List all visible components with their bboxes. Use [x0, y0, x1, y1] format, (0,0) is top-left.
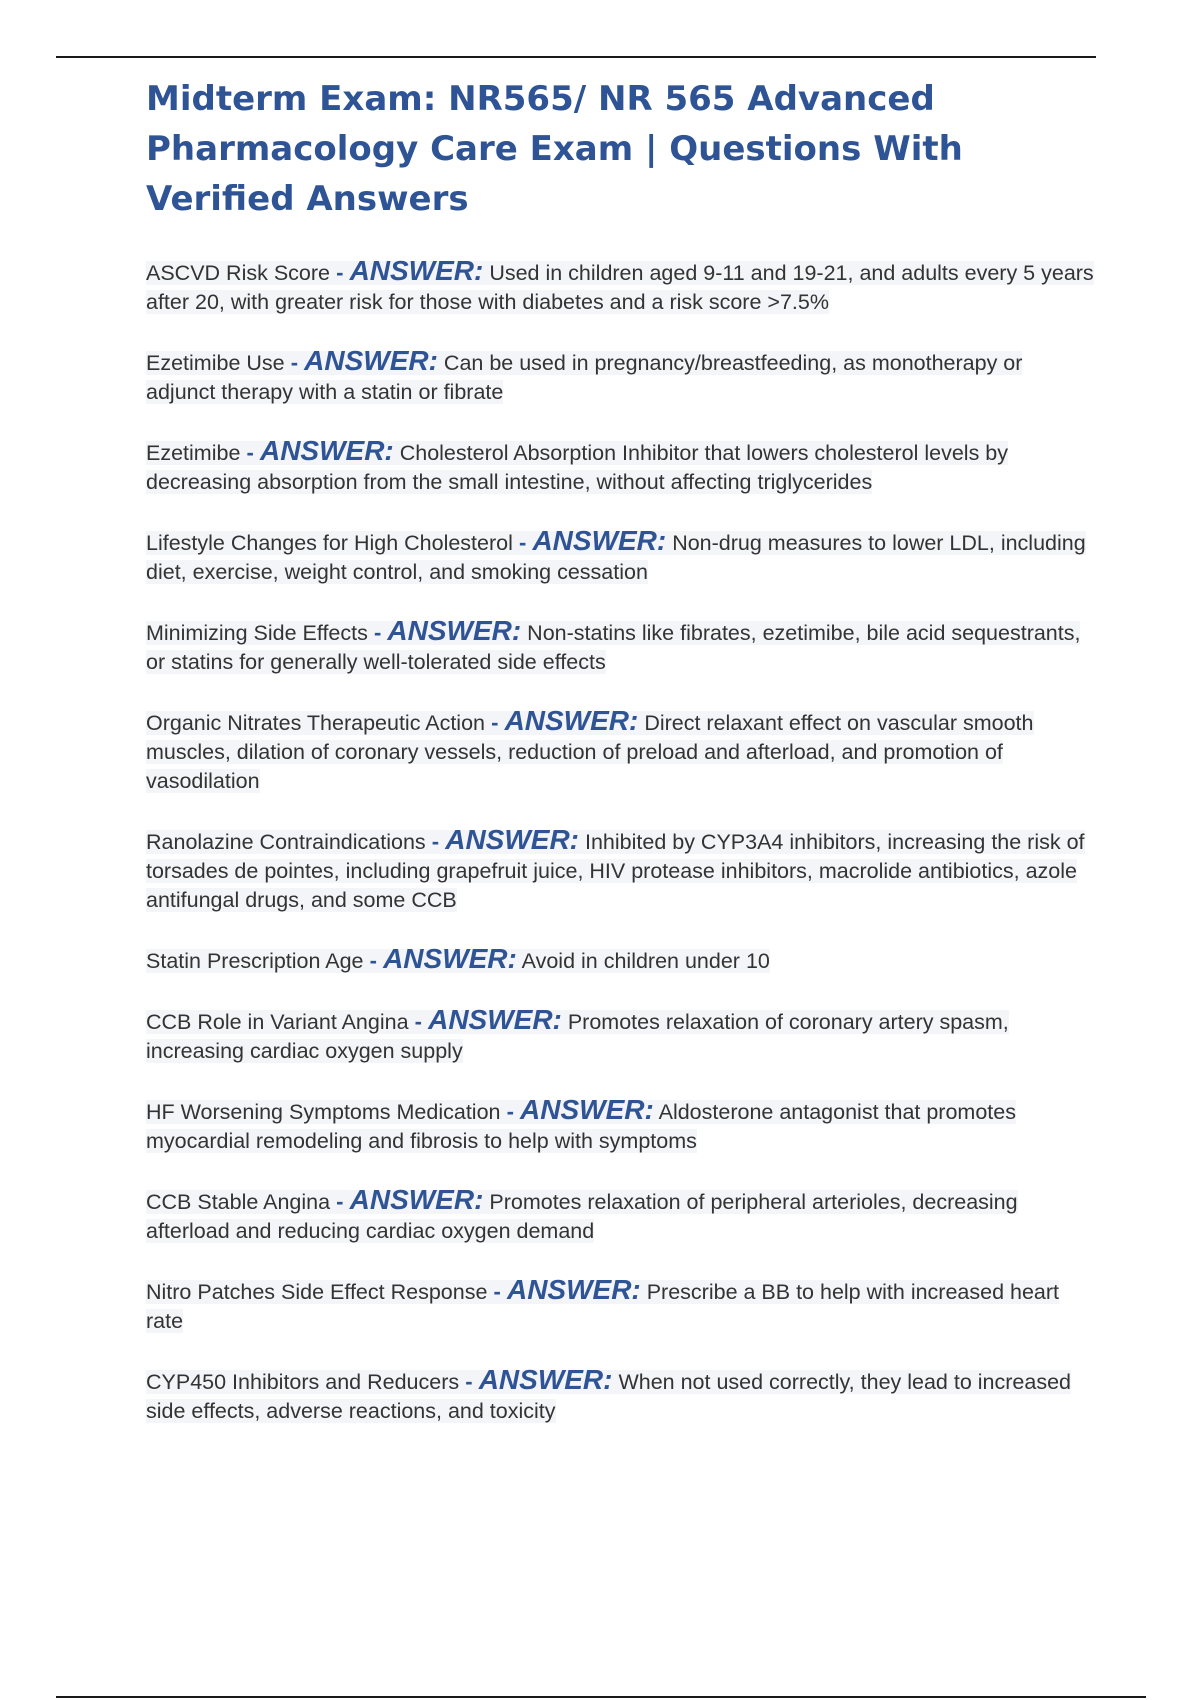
qa-answer: When not used correctly, they lead to increased side effects, adverse reactions, and toxicity	[146, 1370, 1071, 1423]
qa-separator: -	[367, 620, 388, 645]
bottom-rule	[56, 1696, 1146, 1698]
qa-item	[146, 1365, 1096, 1426]
answer-label: ANSWER:	[349, 1184, 484, 1215]
qa-answer: Non-drug measures to lower LDL, including diet, exercise, weight control, and smoking cessation	[146, 531, 1086, 584]
qa-item	[146, 526, 1096, 587]
document-body	[146, 74, 1096, 1455]
qa-answer: Promotes relaxation of peripheral arterioles, decreasing afterload and reducing cardiac oxygen demand	[146, 1190, 1018, 1243]
qa-item	[146, 346, 1096, 407]
answer-label: ANSWER:	[349, 255, 484, 286]
answer-label: ANSWER:	[520, 1094, 654, 1125]
qa-item	[146, 1095, 1096, 1156]
qa-term: CCB Role in Variant Angina	[146, 1010, 409, 1034]
answer-label: ANSWER:	[445, 824, 579, 855]
answer-label: ANSWER:	[532, 525, 667, 556]
qa-item	[146, 944, 1096, 976]
qa-separator: -	[500, 1099, 521, 1124]
qa-separator: -	[512, 530, 533, 555]
qa-separator: -	[330, 1189, 350, 1214]
qa-term: Nitro Patches Side Effect Response	[146, 1280, 488, 1304]
qa-answer: Promotes relaxation of coronary artery spasm, increasing cardiac oxygen supply	[146, 1010, 1009, 1063]
qa-separator: -	[240, 440, 260, 465]
qa-answer: Avoid in children under 10	[521, 949, 770, 973]
qa-answer: Cholesterol Absorption Inhibitor that lowers cholesterol levels by decreasing absorption from the small intestine, without affecting triglycerides	[146, 441, 1009, 494]
answer-label: ANSWER:	[504, 705, 639, 736]
qa-term: ASCVD Risk Score	[146, 261, 330, 285]
qa-term: CYP450 Inhibitors and Reducers	[146, 1370, 460, 1394]
top-rule	[56, 56, 1096, 58]
qa-separator: -	[487, 1279, 507, 1304]
qa-item	[146, 1005, 1096, 1066]
answer-label: ANSWER:	[506, 1274, 641, 1305]
qa-answer: Inhibited by CYP3A4 inhibitors, increasing the risk of torsades de pointes, including grapefruit juice, HIV protease inhibitors, macrolide antibiotics, azole antifungal drugs, and some CCB	[146, 830, 1085, 912]
answer-label: ANSWER:	[383, 943, 517, 974]
qa-item	[146, 256, 1096, 317]
answer-label: ANSWER:	[428, 1004, 562, 1035]
qa-separator: -	[408, 1009, 429, 1034]
qa-term: Organic Nitrates Therapeutic Action	[146, 711, 485, 735]
answer-label: ANSWER:	[259, 435, 394, 466]
qa-answer: Non-statins like fibrates, ezetimibe, bile acid sequestrants, or statins for generally well-tolerated side effects	[146, 621, 1081, 674]
qa-separator: -	[425, 829, 446, 854]
qa-term: Minimizing Side Effects	[146, 621, 368, 645]
qa-term: CCB Stable Angina	[146, 1190, 331, 1214]
answer-label: ANSWER:	[304, 345, 438, 376]
qa-term: Statin Prescription Age	[146, 949, 364, 973]
qa-answer: Direct relaxant effect on vascular smooth muscles, dilation of coronary vessels, reduction of preload and afterload, and promotion of vasodilation	[146, 711, 1034, 793]
qa-term: Lifestyle Changes for High Cholesterol	[146, 531, 513, 555]
qa-item	[146, 1185, 1096, 1246]
qa-answer: Can be used in pregnancy/breastfeeding, as monotherapy or adjunct therapy with a statin or fibrate	[146, 351, 1023, 404]
answer-label: ANSWER:	[387, 615, 522, 646]
qa-item	[146, 706, 1096, 796]
qa-list	[146, 256, 1096, 1426]
qa-item	[146, 436, 1096, 497]
qa-separator: -	[459, 1369, 479, 1394]
qa-answer: Aldosterone antagonist that promotes myocardial remodeling and fibrosis to help with symptoms	[146, 1100, 1016, 1153]
qa-separator: -	[284, 350, 305, 375]
qa-term: Ezetimibe Use	[146, 351, 285, 375]
qa-separator: -	[485, 710, 505, 735]
qa-term: Ranolazine Contraindications	[146, 830, 426, 854]
qa-item	[146, 1275, 1096, 1336]
qa-separator: -	[330, 260, 350, 285]
answer-label: ANSWER:	[478, 1364, 613, 1395]
qa-separator: -	[363, 948, 384, 973]
qa-answer: Prescribe a BB to help with increased heart rate	[146, 1280, 1060, 1333]
qa-term: HF Worsening Symptoms Medication	[146, 1100, 501, 1124]
qa-answer: Used in children aged 9-11 and 19-21, and adults every 5 years after 20, with greater risk for those with diabetes and a risk score >7.5%	[146, 261, 1094, 314]
qa-item	[146, 825, 1096, 915]
qa-term: Ezetimibe	[146, 441, 241, 465]
document-title: Midterm Exam: NR565/ NR 565 Advanced Pharmacology Care Exam | Questions With Verified Answers	[146, 79, 963, 219]
qa-item	[146, 616, 1096, 677]
